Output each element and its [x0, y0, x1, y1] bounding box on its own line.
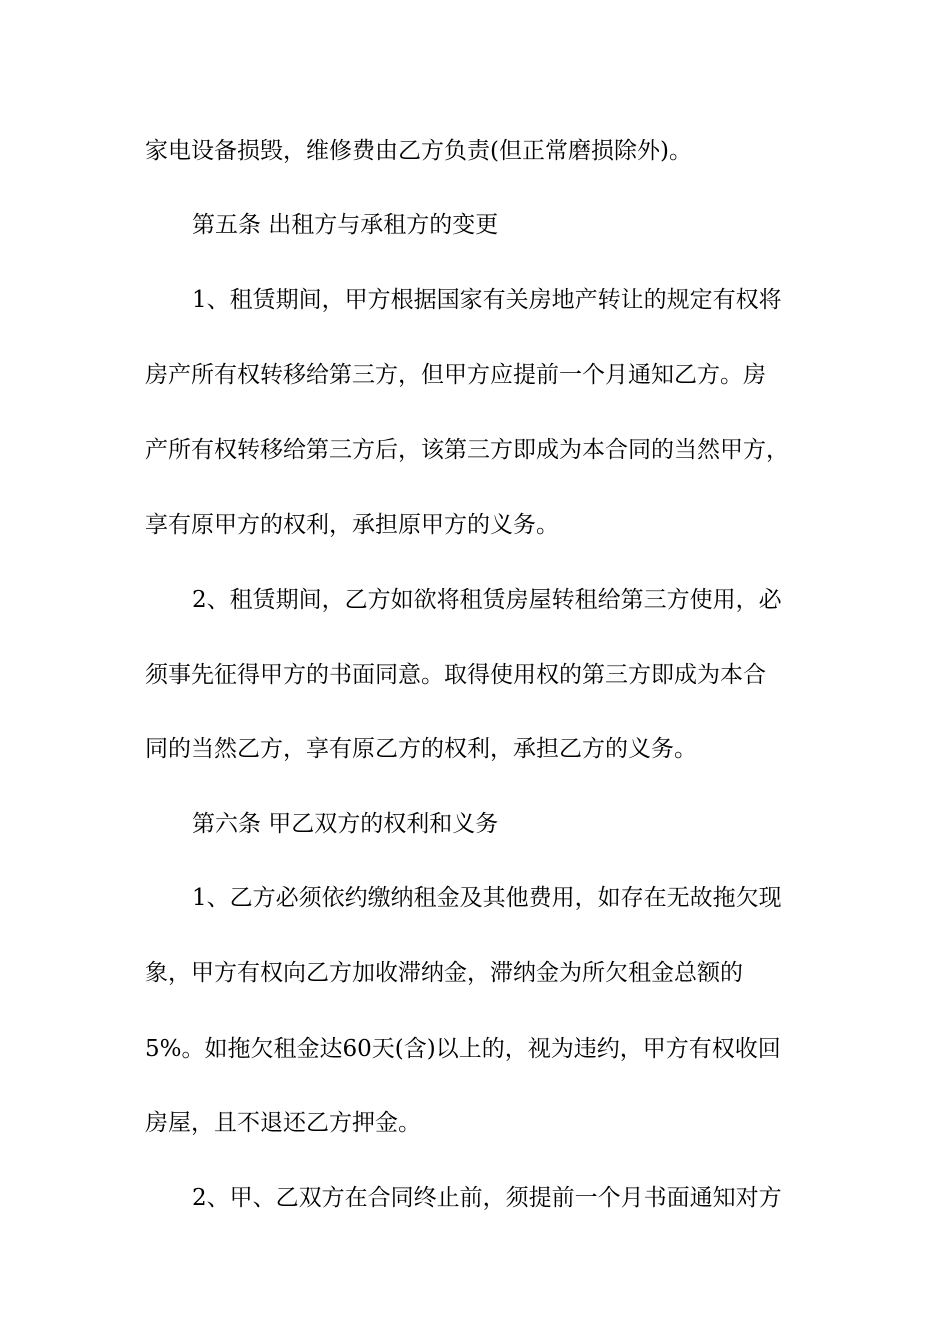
text-line: 1、乙方必须依约缴纳租金及其他费用，如存在无故拖欠现 — [192, 885, 782, 911]
text-line: 房屋，且不退还乙方押金。 — [145, 1110, 421, 1136]
text-line: 同的当然乙方，享有原乙方的权利，承担乙方的义务。 — [145, 736, 697, 762]
text-line: 5%。如拖欠租金达60天(含)以上的，视为违约，甲方有权收回 — [145, 1036, 781, 1062]
text-line: 须事先征得甲方的书面同意。取得使用权的第三方即成为本合 — [145, 662, 766, 688]
text-line: 房产所有权转移给第三方，但甲方应提前一个月通知乙方。房 — [145, 362, 766, 388]
section-heading: 第六条 甲乙双方的权利和义务 — [192, 811, 499, 837]
text-line: 产所有权转移给第三方后，该第三方即成为本合同的当然甲方， — [145, 437, 789, 463]
text-line: 象，甲方有权向乙方加收滞纳金，滞纳金为所欠租金总额的 — [145, 960, 743, 986]
text-line: 1、租赁期间，甲方根据国家有关房地产转让的规定有权将 — [192, 287, 782, 313]
text-line: 2、租赁期间，乙方如欲将租赁房屋转租给第三方使用，必 — [192, 587, 782, 613]
text-line: 家电设备损毁，维修费由乙方负责(但正常磨损除外)。 — [145, 138, 692, 164]
text-line: 享有原甲方的权利，承担原甲方的义务。 — [145, 512, 559, 538]
text-line: 2、甲、乙双方在合同终止前，须提前一个月书面通知对方 — [192, 1185, 782, 1211]
section-heading: 第五条 出租方与承租方的变更 — [192, 212, 499, 238]
